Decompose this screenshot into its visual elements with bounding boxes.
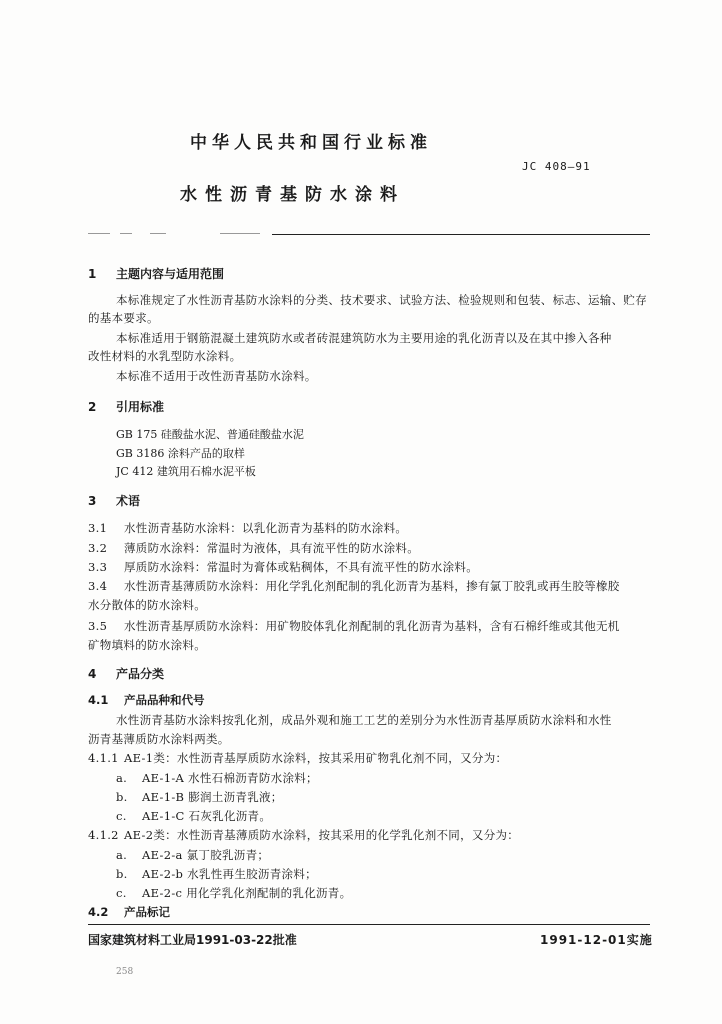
term-item: 3.3 厚质防水涂料：常温时为膏体或粘稠体，不具有流平性的防水涂料。 [88, 560, 478, 574]
term-item: 3.2 薄质防水涂料：常温时为液体，具有流平性的防水涂料。 [88, 541, 419, 555]
subsection-heading: 4.1 产品品种和代号 [88, 693, 205, 707]
paragraph: 沥青基薄质防水涂料两类。 [88, 732, 230, 746]
paragraph: 本标准适用于钢筋混凝土建筑防水或者砖混建筑防水为主要用途的乳化沥青以及在其中掺入各种 [116, 331, 612, 345]
list-item: b. AE-2-b 水乳性再生胶沥青涂料； [116, 867, 317, 881]
list-item: c. AE-2-c 用化学乳化剂配制的乳化沥青。 [116, 886, 352, 900]
header-divider [272, 234, 650, 235]
paragraph: 本标准不适用于改性沥青基防水涂料。 [116, 369, 317, 383]
paragraph: 改性材料的水乳型防水涂料。 [88, 349, 242, 363]
page-number: 258 [116, 967, 134, 977]
paragraph: 的基本要求。 [88, 311, 159, 325]
reference-item: JC 412 建筑用石棉水泥平板 [116, 465, 256, 478]
paragraph: 本标准规定了水性沥青基防水涂料的分类、技术要求、试验方法、检验规则和包装、标志、运输、贮存 [116, 293, 647, 307]
section-heading-1: 1 主题内容与适用范围 [88, 267, 225, 281]
list-item: a. AE-1-A 水性石棉沥青防水涂料； [116, 771, 318, 785]
document-title: 水性沥青基防水涂料 [180, 185, 405, 205]
paragraph: 水性沥青基防水涂料按乳化剂，成品外观和施工工艺的差别分为水性沥青基厚质防水涂料和水性 [116, 713, 612, 727]
scan-artifact [150, 233, 166, 234]
scan-artifact [220, 233, 260, 234]
reference-item: GB 175 硅酸盐水泥、普通硅酸盐水泥 [116, 428, 304, 441]
term-item: 3.4 水性沥青基薄质防水涂料：用化学乳化剂配制的乳化沥青为基料，掺有氯丁胶乳或再生胶等橡胶 [88, 579, 620, 593]
effective-date: 1991-12-01实施 [540, 933, 653, 947]
subsection-heading: 4.2 产品标记 [88, 905, 170, 919]
approval-statement: 国家建筑材料工业局1991-03-22批准 [88, 933, 297, 947]
term-item: 3.5 水性沥青基厚质防水涂料：用矿物胶体乳化剂配制的乳化沥青为基料，含有石棉纤维或其他无机 [88, 619, 620, 633]
list-item: b. AE-1-B 膨润土沥青乳液； [116, 790, 283, 804]
section-heading-2: 2 引用标准 [88, 400, 165, 414]
section-heading-4: 4 产品分类 [88, 667, 165, 681]
clause-item: 4.1.2 AE-2类：水性沥青基薄质防水涂料，按其采用的化学乳化剂不同，又分为： [88, 828, 520, 842]
section-heading-3: 3 术语 [88, 494, 141, 508]
term-item-continuation: 矿物填料的防水涂料。 [88, 638, 206, 652]
list-item: c. AE-1-C 石灰乳化沥青。 [116, 809, 272, 823]
term-item: 3.1 水性沥青基防水涂料：以乳化沥青为基料的防水涂料。 [88, 521, 408, 535]
scan-artifact [88, 233, 110, 234]
standard-category-title: 中华人民共和国行业标准 [190, 133, 432, 153]
footer-divider [88, 924, 650, 925]
clause-item: 4.1.1 AE-1类：水性沥青基厚质防水涂料，按其采用矿物乳化剂不同，又分为： [88, 751, 508, 765]
term-item-continuation: 水分散体的防水涂料。 [88, 598, 206, 612]
standard-code: JC 408—91 [522, 160, 591, 173]
scan-artifact [120, 233, 132, 234]
reference-item: GB 3186 涂料产品的取样 [116, 447, 245, 460]
list-item: a. AE-2-a 氯丁胶乳沥青； [116, 848, 270, 862]
